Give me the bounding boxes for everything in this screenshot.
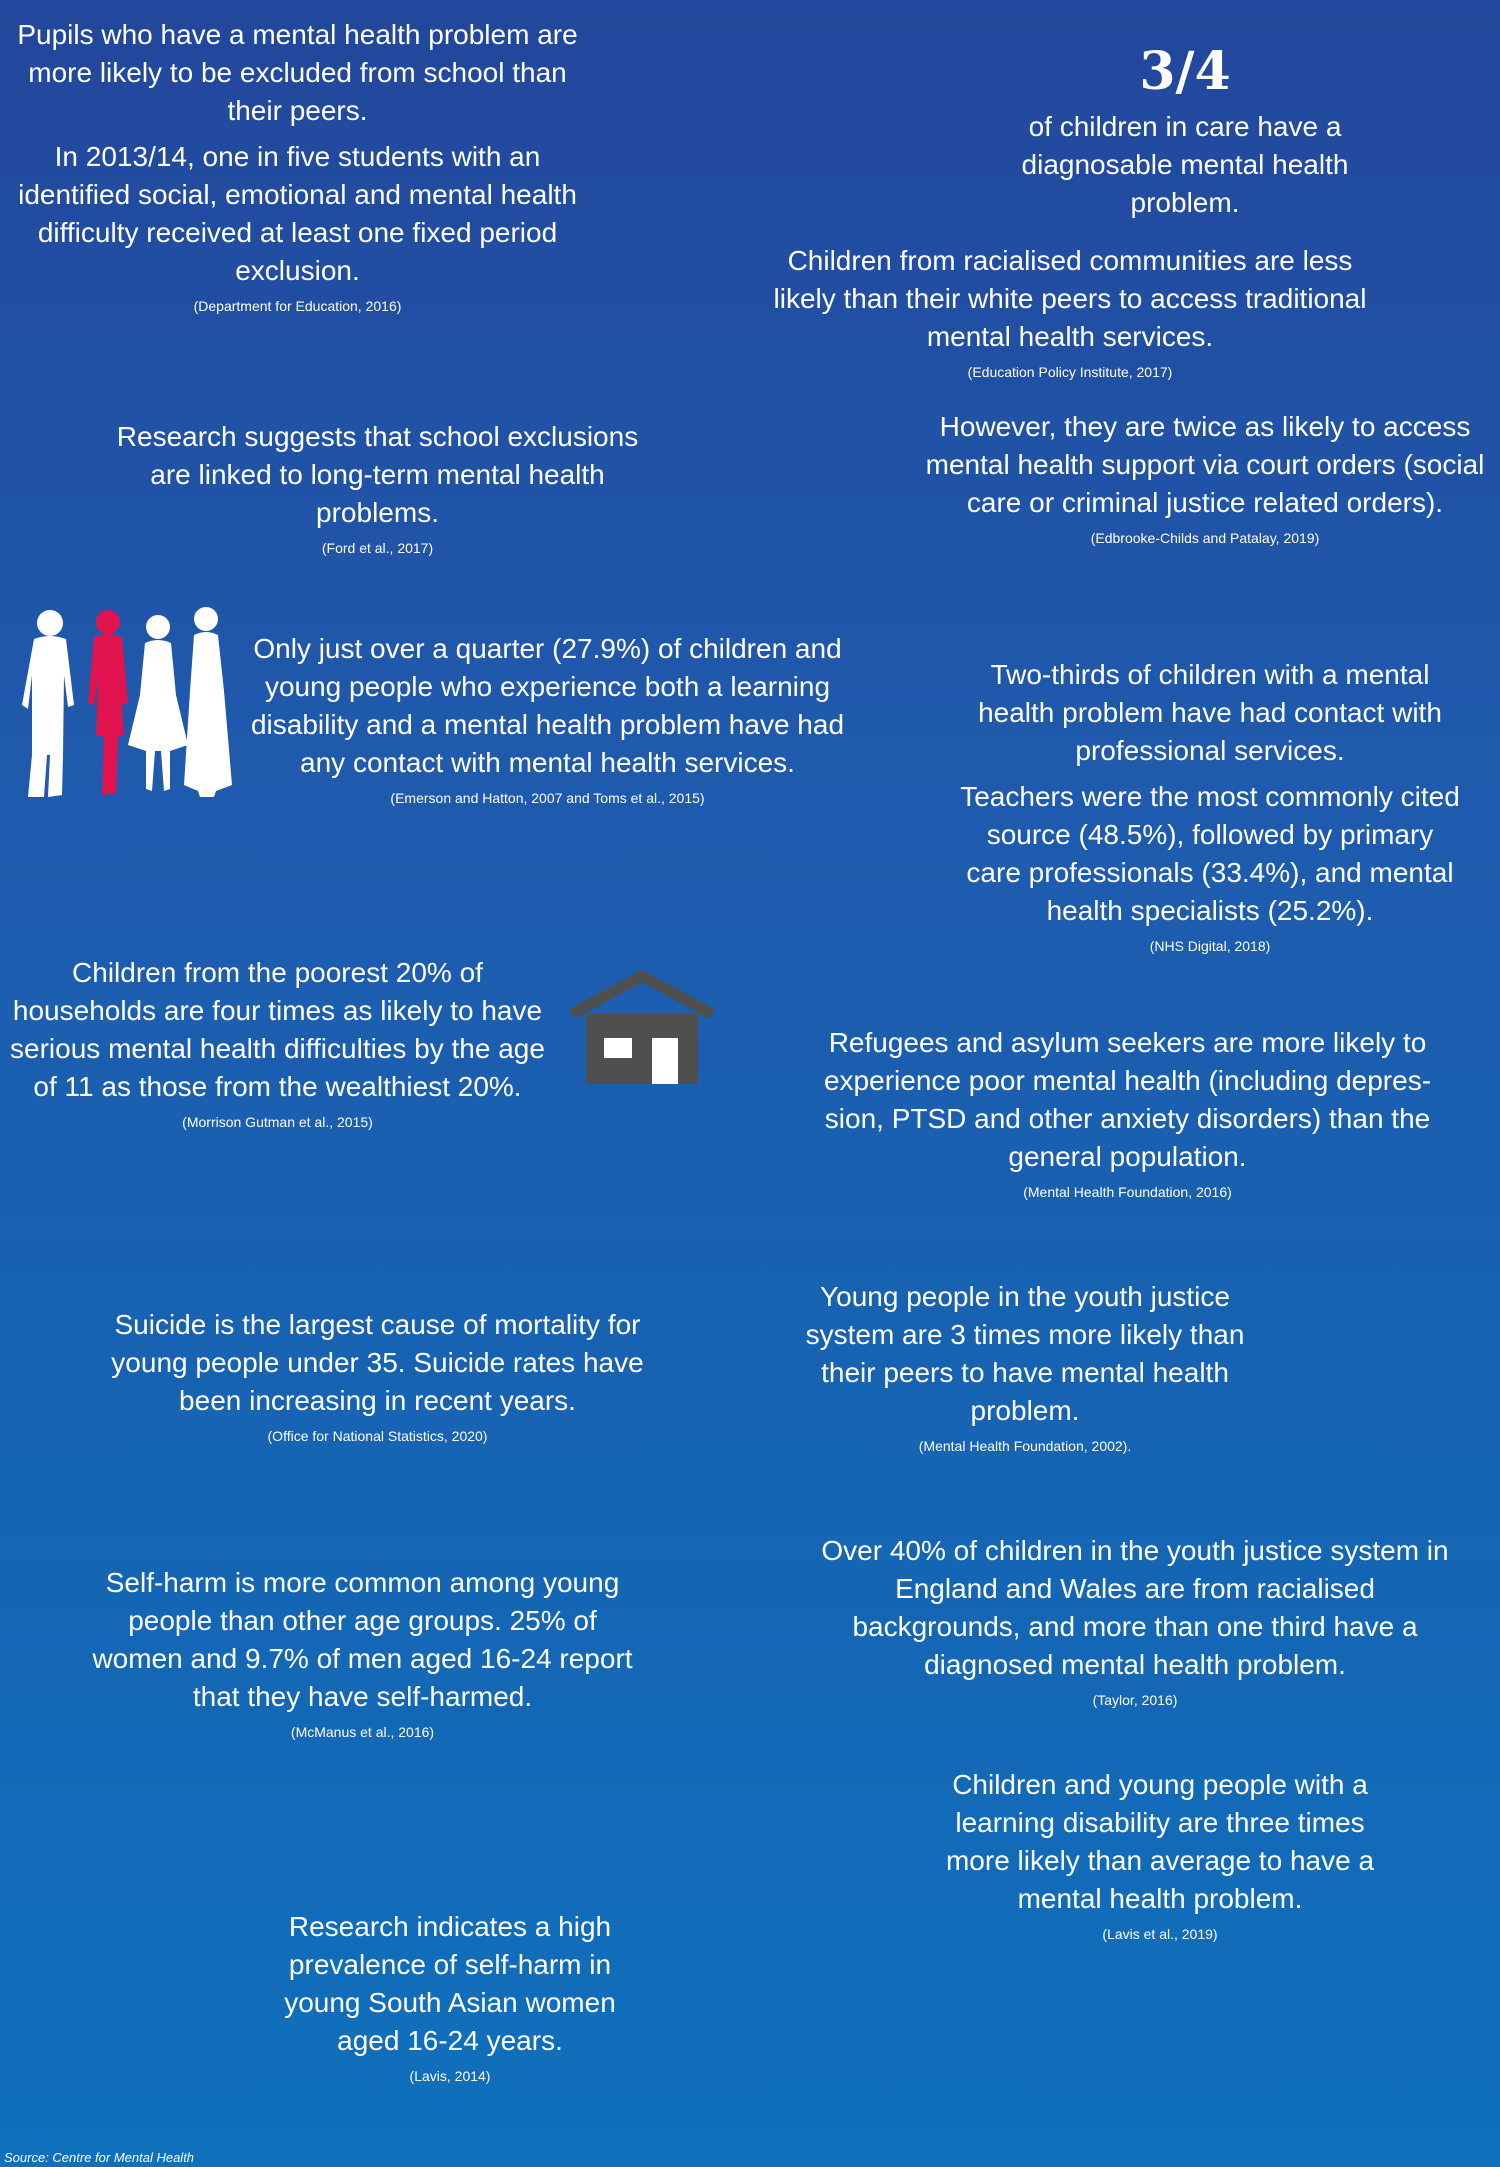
refugees-block <box>815 1024 1440 1202</box>
suicide-block <box>110 1306 645 1446</box>
south-asian-text: Research indicates a high prevalence of self-harm in young South Asian women aged 16-24 years. <box>284 1911 616 2056</box>
learning-disability-three-text: Children and young people with a learning disability are three times more likely than average to have a mental health problem. <box>945 1769 1375 1914</box>
suicide-citation: (Office for National Statistics, 2020) <box>267 1428 488 1444</box>
learning-disability-quarter-citation: (Emerson and Hatton, 2007 and Toms et al., 2015) <box>390 790 705 806</box>
over40-citation: (Taylor, 2016) <box>1092 1692 1178 1708</box>
care-block <box>1000 42 1370 222</box>
court-orders-block <box>920 408 1490 548</box>
court-orders-citation: (Edbrooke-Childs and Patalay, 2019) <box>1090 530 1320 546</box>
two-thirds-citation: (NHS Digital, 2018) <box>1149 938 1271 954</box>
racialised-text: Children from racialised communities are less likely than their white peers to access traditional mental health services. <box>773 245 1367 352</box>
exclusions-linked-citation: (Ford et al., 2017) <box>321 540 434 556</box>
care-text: of children in care have a diagnosable mental health problem. <box>1021 111 1349 218</box>
highlighted-person-silhouette <box>88 610 128 795</box>
exclusions-linked-block <box>95 418 660 558</box>
court-orders-text: However, they are twice as likely to access mental health support via court orders (social care or criminal justice related orders). <box>925 411 1485 518</box>
exclusion-block <box>10 16 585 316</box>
care-stat: 3/4 <box>1139 41 1231 102</box>
exclusion-text: Pupils who have a mental health problem are more likely to be excluded from school than their peers. <box>17 19 578 126</box>
two-thirds-text-2: Teachers were the most commonly cited source (48.5%), followed by primary care professionals (33.4%), and mental health specialists (25.2%). <box>960 781 1460 926</box>
house-icon <box>566 968 718 1088</box>
youth-justice-text: Young people in the youth justice system are 3 times more likely than their peers to have mental health problem. <box>805 1281 1245 1426</box>
self-harm-text: Self-harm is more common among young people than other age groups. 25% of women and 9.7% of men aged 16-24 report that they have self-harmed. <box>92 1567 633 1712</box>
south-asian-block <box>280 1908 620 2086</box>
poorest-block <box>5 954 550 1132</box>
youth-justice-citation: (Mental Health Foundation, 2002). <box>918 1438 1132 1454</box>
youth-justice-block <box>800 1278 1250 1456</box>
learning-disability-three-block <box>940 1766 1380 1944</box>
poorest-text: Children from the poorest 20% of households are four times as likely to have serious mental health difficulties by the age of 11 as those from the wealthiest 20%. <box>10 957 545 1102</box>
exclusion-text-2: In 2013/14, one in five students with an identified social, emotional and mental health difficulty received at least one fixed period exclusion. <box>18 141 577 286</box>
learning-disability-quarter-block <box>250 630 845 808</box>
learning-disability-quarter-text: Only just over a quarter (27.9%) of children and young people who experience both a learning disability and a mental health problem have had any contact with mental health services. <box>250 633 845 778</box>
self-harm-citation: (McManus et al., 2016) <box>290 1724 435 1740</box>
two-thirds-text: Two-thirds of children with a mental health problem have had contact with professional services. <box>978 659 1442 766</box>
south-asian-citation: (Lavis, 2014) <box>409 2068 491 2084</box>
self-harm-block <box>90 1564 635 1742</box>
refugees-citation: (Mental Health Foundation, 2016) <box>1023 1184 1232 1200</box>
people-silhouettes-icon <box>18 605 238 805</box>
two-thirds-block <box>960 656 1460 956</box>
exclusions-linked-text: Research suggests that school exclusions are linked to long-term mental health problems. <box>116 421 639 528</box>
racialised-citation: (Education Policy Institute, 2017) <box>967 364 1173 380</box>
over40-text: Over 40% of children in the youth justice system in England and Wales are from racialised backgrounds, and more than one third have a diagnosed mental health problem. <box>821 1535 1449 1680</box>
over40-block <box>815 1532 1455 1710</box>
racialised-block <box>770 242 1370 382</box>
source-credit: Source: Centre for Mental Health <box>4 2150 195 2165</box>
suicide-text: Suicide is the largest cause of mortality for young people under 35. Suicide rates have been increasing in recent years. <box>111 1309 644 1416</box>
exclusion-citation: (Department for Education, 2016) <box>193 298 402 314</box>
refugees-text: Refugees and asylum seekers are more likely to experience poor mental health (including depres- sion, PTSD and other anxiety disorders) than the general population. <box>823 1027 1432 1172</box>
learning-disability-three-citation: (Lavis et al., 2019) <box>1102 1926 1218 1942</box>
poorest-citation: (Morrison Gutman et al., 2015) <box>182 1114 373 1130</box>
